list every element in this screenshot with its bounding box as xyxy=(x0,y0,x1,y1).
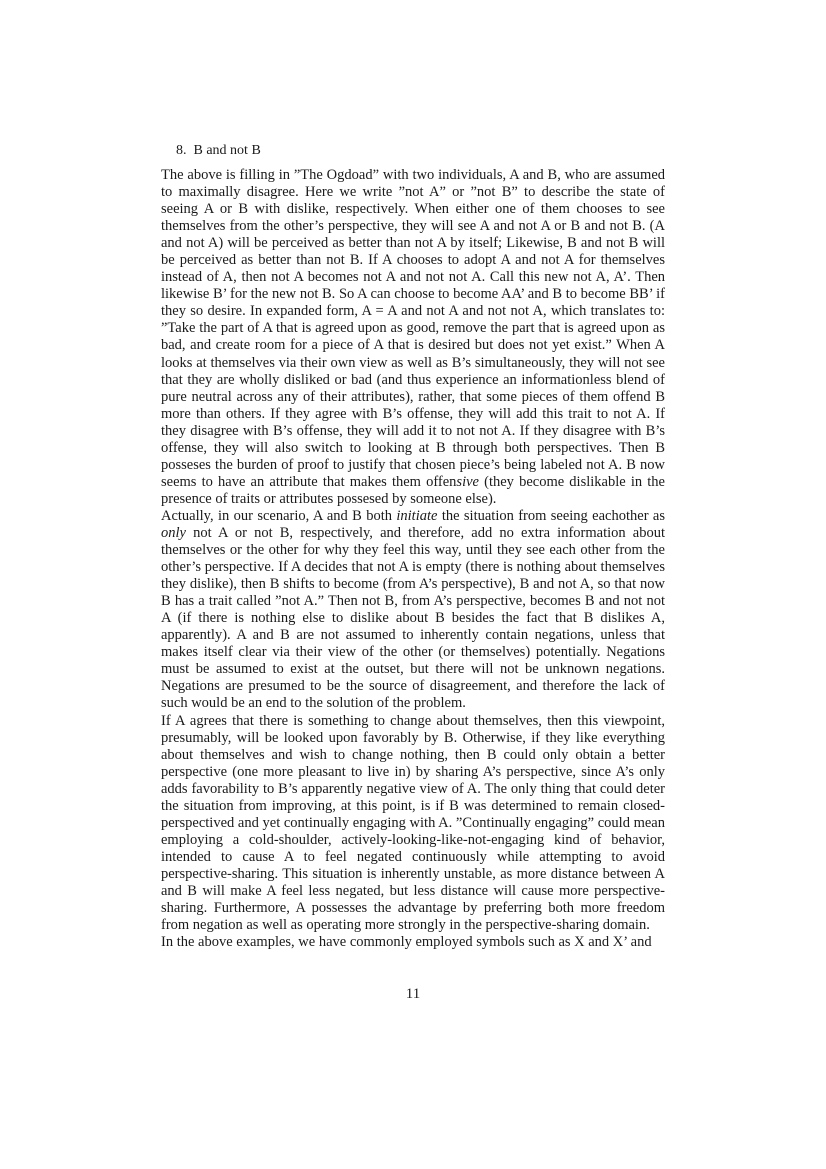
emphasized-text: initiate xyxy=(396,507,438,524)
text-run: If A agrees that there is something to change about themselves, then this viewpoint, presumably, will be looked upon favorably by B. Otherwise, if they like everything about themselves and wish to change nothing, then B could only obtain a better perspective (one more pleasant to live in) by sharing A’s perspective, since A’s only adds favorability to B’s apparently negative view of A. The only thing that could deter the situation from improving, at this point, is if B was determined to remain closed-perspectived and yet continually engaging with A. ”Continually engaging” could mean employing a cold-shoulder, actively-looking-like-not-engaging kind of behavior, intended to cause A to feel negated continuously while attempting to avoid perspective-sharing. This situation is inherently unstable, as more distance between A and B will make A feel less negated, but less distance will cause more perspective-sharing. Furthermore, A possesses the advantage by preferring both more freedom from negation as well as operating more strongly in the perspective-sharing domain. xyxy=(161,712,665,934)
paragraph xyxy=(161,167,665,508)
text-run: the situation from seeing eachother as xyxy=(437,507,665,524)
section-title: B and not B xyxy=(193,143,261,158)
emphasized-text: only xyxy=(161,524,186,541)
paragraph xyxy=(161,934,665,951)
section-number: 8. xyxy=(176,143,187,158)
page-number: 11 xyxy=(405,986,421,1002)
text-run: The above is filling in ”The Ogdoad” with two individuals, A and B, who are assumed to maximally disagree. Here we write ”not A” or ”not B” to describe the state of seeing A or B with dislike, respectively. When either one of them chooses to see themselves from the other’s perspective, they will see A and not A or B and not B. (A and not A) will be perceived as better than not A by itself; Likewise, B and not B will be perceived as better than not B. If A chooses to adopt A and not A for themselves instead of A, then not A becomes not A and not not A. Call this new not A, A’. Then likewise B’ for the new not B. So A can choose to become AA’ and B to become BB’ if they so desire. In expanded form, A = A and not A and not not A, which translates to: ”Take the part of A that is agreed upon as good, remove the part that is agreed upon as bad, and create room for a piece of A that is desired but does not yet exist.” When A looks at themselves via their own view as well as B’s simultaneously, they will not see that they are wholly disliked or bad (and thus experience an informationless blend of pure neutral across any of their attributes), rather, that some pieces of them offend B more than others. If they agree with B’s offense, they will add this trait to not A. If they disagree with B’s offense, they will add it to not not A. If they disagree with B’s offense, they will also switch to looking at B through both perspectives. Then B posseses the burden of proof to justify that chosen piece’s being labeled not A. B now seems to have an attribute that makes them offen xyxy=(161,167,665,490)
paragraph xyxy=(161,508,665,713)
text-run: (they become dislikable in the presence of traits or attributes possesed by someone else). xyxy=(161,473,665,507)
text-run: In the above examples, we have commonly employed symbols such as X and X’ and xyxy=(161,934,652,951)
text-run: Actually, in our scenario, A and B both xyxy=(161,507,397,524)
page-body xyxy=(161,142,665,951)
section-heading xyxy=(176,142,665,159)
text-run: not A or not B, respectively, and therefore, add no extra information about themselves or the other for why they feel this way, until they see each other from the other’s perspective. If A decides that not A is empty (there is nothing about themselves they dislike), then B shifts to become (from A’s perspective), B and not A, so that now B has a trait called ”not A.” Then not B, from A’s perspective, becomes B and not not A (if there is nothing else to dislike about B besides the fact that B dislikes A, apparently). A and B are not assumed to inherently contain negations, unless that makes itself clear via their view of the other (or themselves) potentially. Negations must be assumed to exist at the outset, but there will not be unknown negations. Negations are presumed to be the source of disagreement, and therefore the lack of such would be an end to the solution of the problem. xyxy=(161,524,665,712)
body-text xyxy=(161,167,665,951)
emphasized-text: sive xyxy=(456,473,479,490)
paragraph xyxy=(161,713,665,935)
